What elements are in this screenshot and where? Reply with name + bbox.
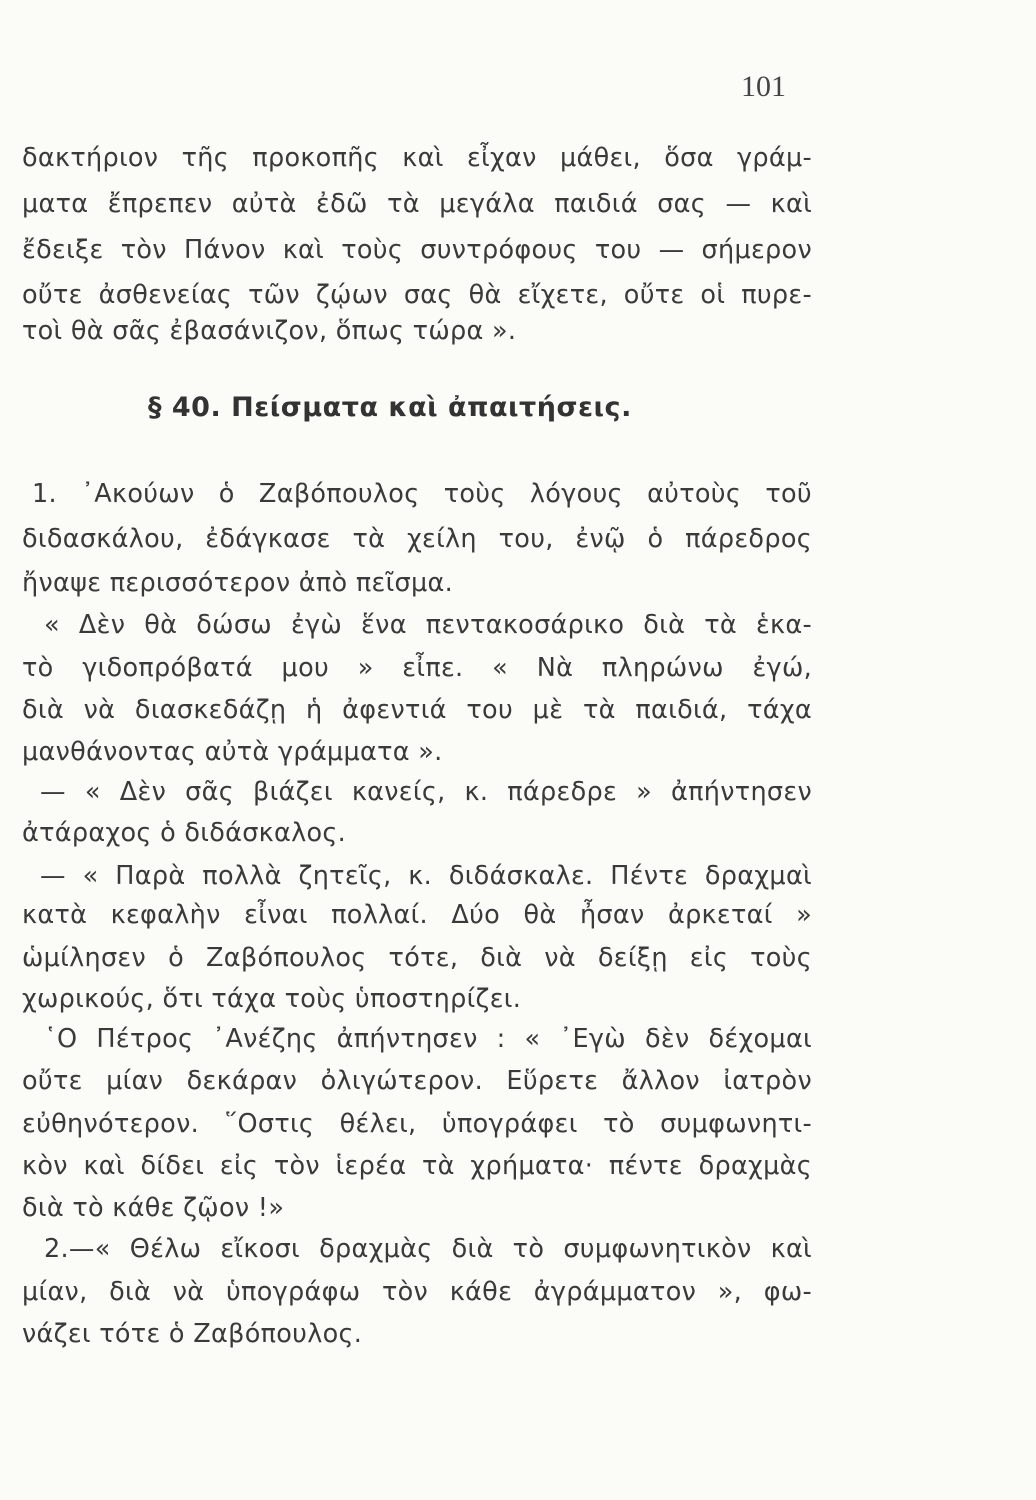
text-line: οὔτε μίαν δεκάραν ὀλιγώτερον. Εὕρετε ἄλλον ἰατρὸν [22,1066,812,1096]
text-line: κὸν καὶ δίδει εἰς τὸν ἱερέα τὰ χρήματα· πέντε δραχμὰς [22,1151,812,1181]
text-line: ῾Ο Πέτρος ᾿Ανέζης ἀπήντησεν : « ᾿Εγὼ δὲν δέχομαι [44,1024,812,1054]
page-number: 101 [741,70,786,103]
text-line: διὰ νὰ διασκεδάζῃ ἡ ἀφεντιά του μὲ τὰ παιδιά, τάχα [22,695,812,725]
text-line: — « Δὲν σᾶς βιάζει κανείς, κ. πάρεδρε » ἀπήντησεν [40,777,812,807]
text-line: χωρικούς, ὅτι τάχα τοὺς ὑποστηρίζει. [22,984,522,1014]
text-line: τὸ γιδοπρόβατά μου » εἶπε. « Νὰ πληρώνω ἐγώ, [22,653,812,683]
text-line: οὔτε ἀσθενείας τῶν ζῴων σας θὰ εἴχετε, οὔτε οἱ πυρε- [22,280,812,310]
text-line: ἀτάραχος ὁ διδάσκαλος. [22,818,347,848]
text-line: τοὶ θὰ σᾶς ἐβασάνιζον, ὅπως τώρα ». [22,316,517,346]
text-line: διὰ τὸ κάθε ζῷον !» [22,1193,285,1223]
text-line: ἤναψε περισσότερον ἀπὸ πεῖσμα. [22,568,454,598]
text-line: διδασκάλου, ἐδάγκασε τὰ χείλη του, ἐνῷ ὁ πάρεδρος [22,524,812,554]
text-line: ἔδειξε τὸν Πάνον καὶ τοὺς συντρόφους του — σήμερον [22,235,812,265]
text-line: « Δὲν θὰ δώσω ἐγὼ ἕνα πεντακοσάρικο διὰ τὰ ἑκα- [44,610,812,640]
text-line: μίαν, διὰ νὰ ὑπογράφω τὸν κάθε ἀγράμματον », φω- [22,1277,812,1307]
text-line: δακτήριον τῆς προκοπῆς καὶ εἶχαν μάθει, ὅσα γράμ- [22,143,812,173]
text-line: κατὰ κεφαλὴν εἶναι πολλαί. Δύο θὰ ἦσαν ἀρκεταί » [22,900,812,930]
text-line: — « Παρὰ πολλὰ ζητεῖς, κ. διδάσκαλε. Πέντε δραχμαὶ [40,861,812,891]
text-line: νάζει τότε ὁ Ζαβόπουλος. [22,1319,363,1349]
text-line: ὡμίλησεν ὁ Ζαβόπουλος τότε, διὰ νὰ δείξῃ εἰς τοὺς [22,943,812,973]
text-line: μανθάνοντας αὐτὰ γράμματα ». [22,737,443,767]
text-line: 2.—« Θέλω εἴκοσι δραχμὰς διὰ τὸ συμφωνητικὸν καὶ [44,1234,812,1264]
text-line: 1. ᾿Ακούων ὁ Ζαβόπουλος τοὺς λόγους αὐτοὺς τοῦ [32,479,812,509]
text-line: εὐθηνότερον. ῞Οστις θέλει, ὑπογράφει τὸ συμφωνητι- [22,1109,812,1139]
section-heading: § 40. Πείσματα καὶ ἀπαιτήσεις. [148,392,632,423]
text-line: ματα ἔπρεπεν αὐτὰ ἐδῶ τὰ μεγάλα παιδιά σας — καὶ [22,189,812,219]
